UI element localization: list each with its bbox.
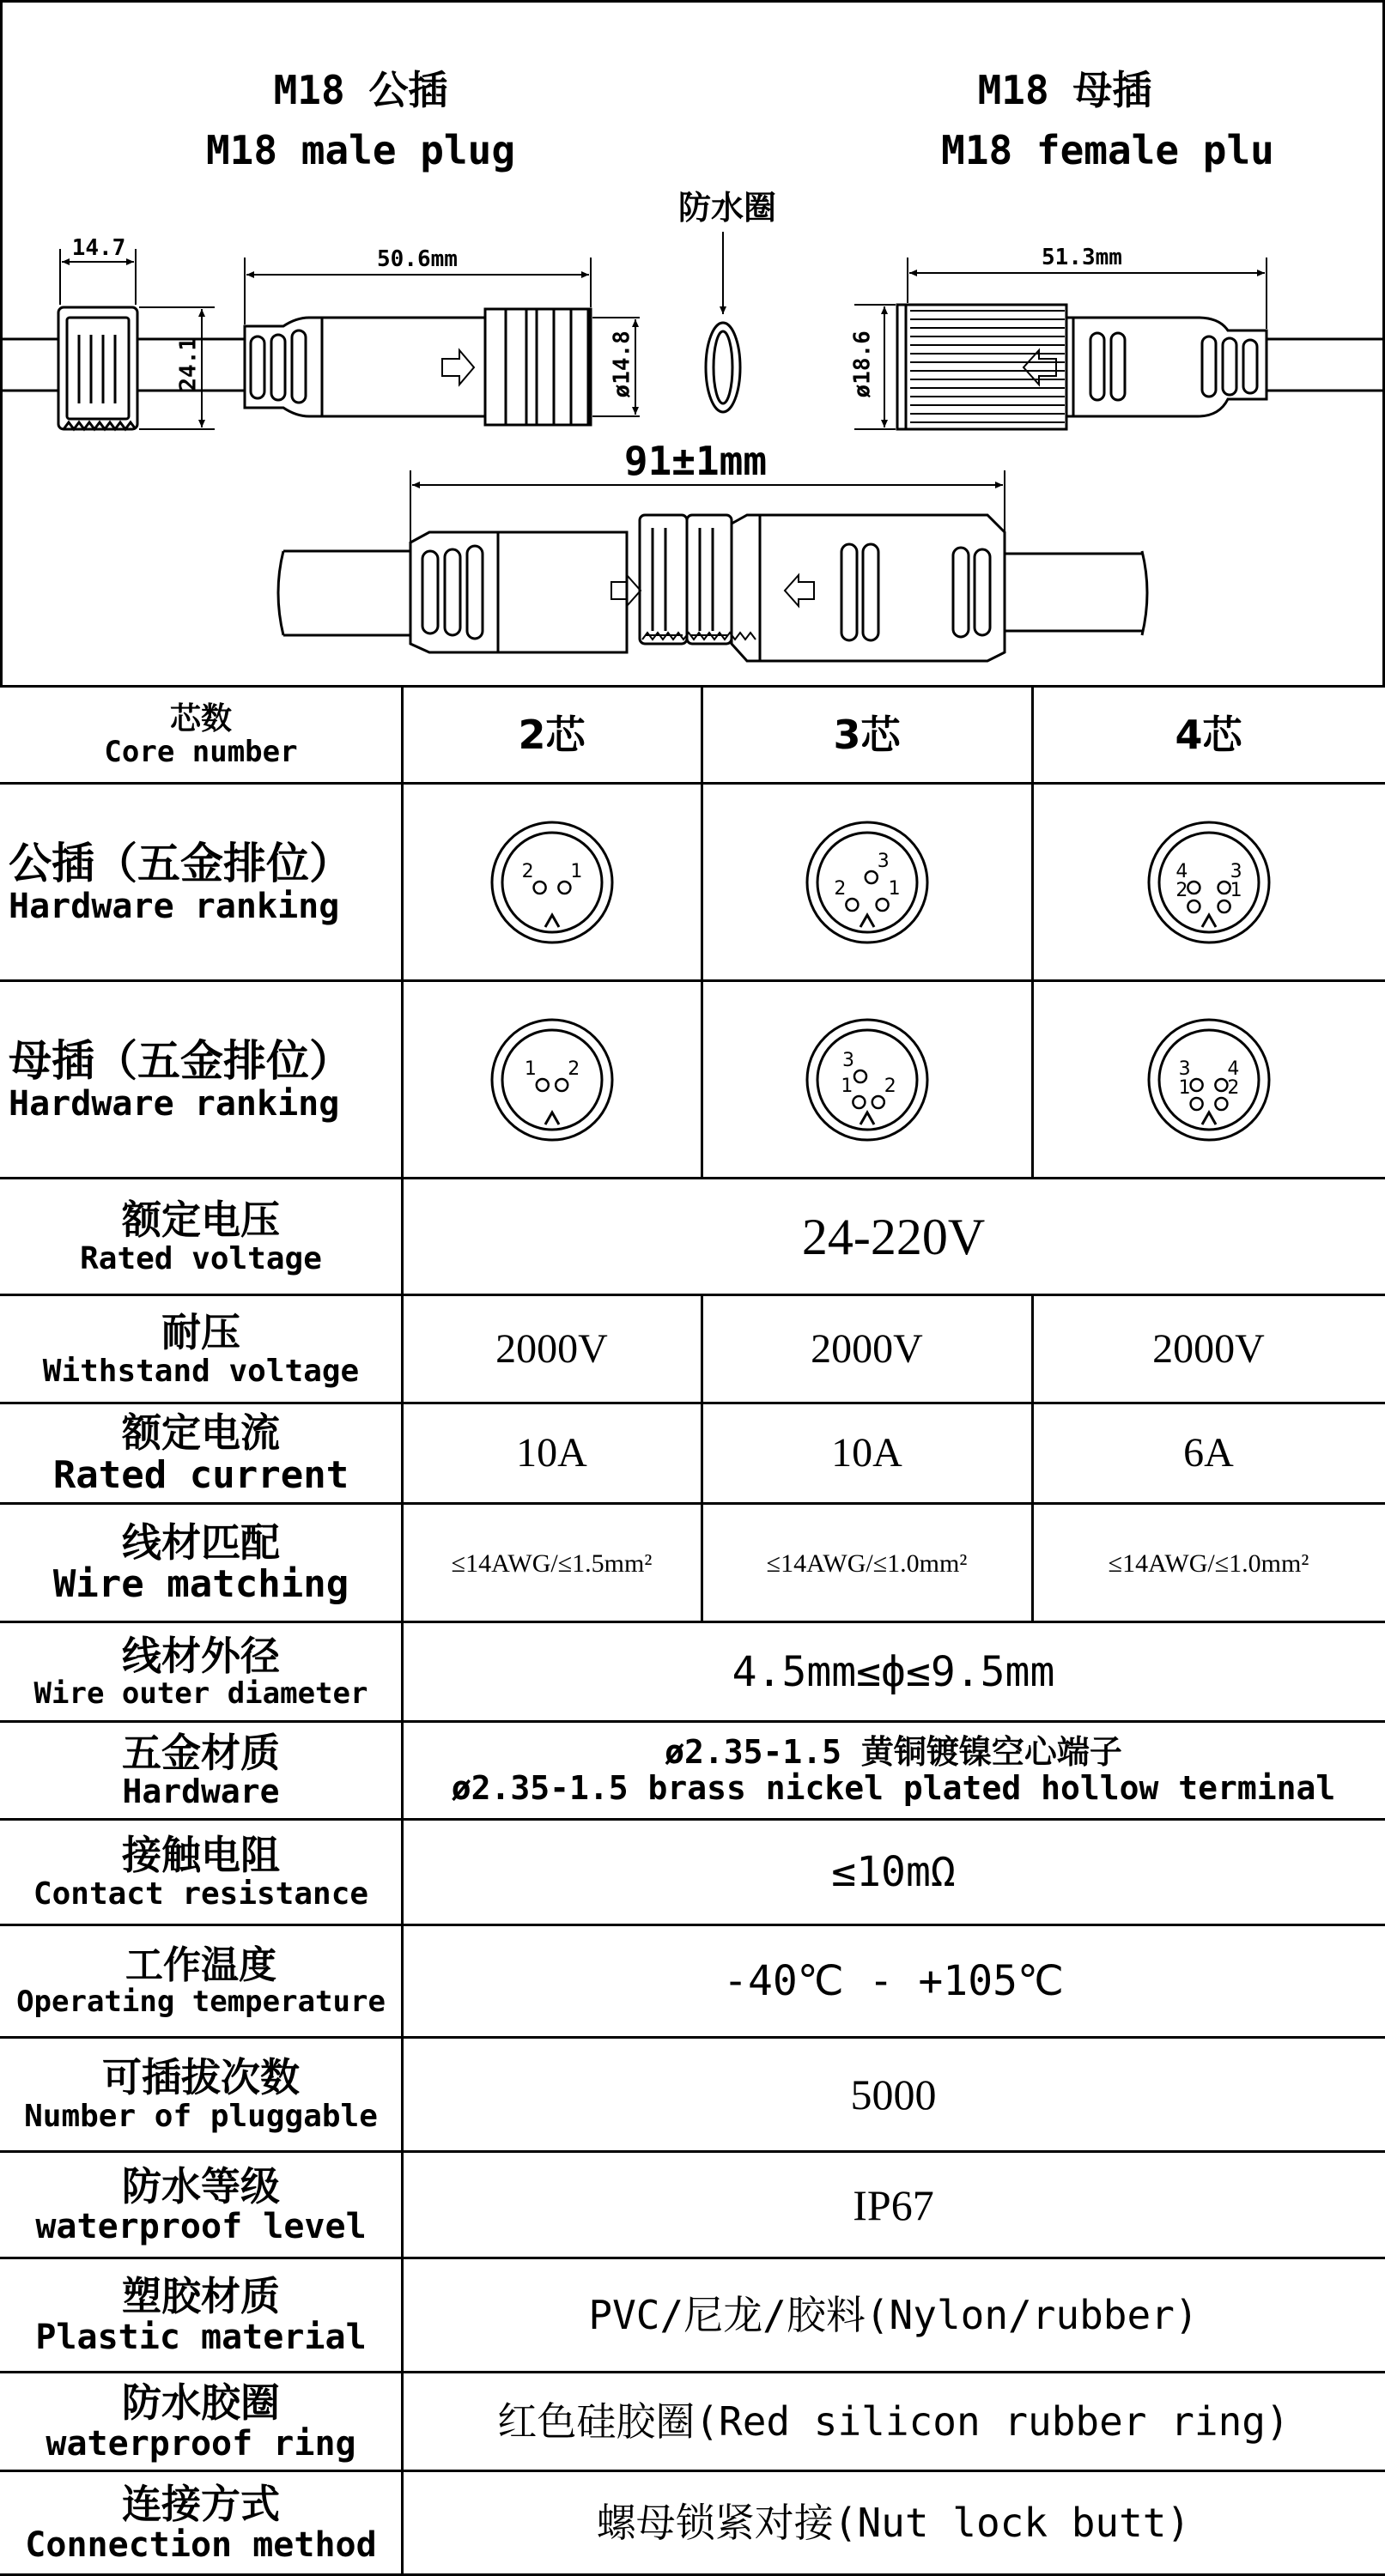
male-title-en: M18 male plug bbox=[205, 127, 516, 173]
table-row-label bbox=[0, 1179, 402, 1295]
row-label-en: Wire outer diameter bbox=[33, 1676, 368, 1711]
row-label-cn: 塑胶材质 bbox=[122, 2273, 280, 2320]
pin-number: 1 bbox=[569, 861, 582, 882]
table-span-value: ≤10mΩ bbox=[831, 1848, 956, 1897]
row-label-cn: 额定电压 bbox=[122, 1196, 280, 1243]
table-cell-value: 2芯 bbox=[518, 712, 586, 759]
table-span-value: 红色硅胶圈(Red silicon rubber ring) bbox=[497, 2398, 1290, 2446]
pin-hole bbox=[853, 1096, 865, 1108]
pin-number: 2 bbox=[884, 1076, 896, 1097]
seal-label: 防水圈 bbox=[678, 189, 777, 227]
pin-layout-diagram bbox=[799, 814, 936, 951]
table-cell-value: 2000V bbox=[811, 1325, 923, 1372]
table-col-line bbox=[701, 784, 703, 981]
table-row-label bbox=[0, 784, 410, 981]
pin-hole bbox=[558, 882, 570, 894]
pin-layout-diagram bbox=[1140, 1011, 1278, 1149]
pin-hole bbox=[1218, 900, 1230, 912]
pin-hole bbox=[1188, 900, 1200, 912]
pin-number: 1 bbox=[1230, 880, 1242, 901]
table-col-line bbox=[1031, 784, 1034, 981]
table-span-value: 螺母锁紧对接(Nut lock butt) bbox=[596, 2500, 1191, 2547]
row-label-cn: 防水胶圈 bbox=[122, 2379, 280, 2427]
row-label-en: Number of pluggable bbox=[24, 2099, 378, 2134]
table-cell-value: 6A bbox=[1183, 1430, 1234, 1476]
row-label-en: waterproof level bbox=[35, 2207, 367, 2247]
table-cell-value: 10A bbox=[516, 1430, 587, 1476]
row-label-en: Hardware bbox=[122, 1773, 280, 1811]
row-label-cn: 线材匹配 bbox=[122, 1518, 280, 1566]
pin-number: 1 bbox=[888, 878, 901, 900]
table-row-label bbox=[0, 2152, 402, 2258]
dim-total-length: 91±1mm bbox=[623, 438, 768, 484]
row-label-en: Operating temperature bbox=[16, 1985, 386, 2019]
pin-number: 4 bbox=[1175, 861, 1188, 882]
pin-number: 2 bbox=[521, 861, 534, 882]
table-col-line bbox=[1031, 981, 1034, 1179]
pin-number: 2 bbox=[567, 1058, 580, 1080]
table-row-label bbox=[0, 687, 402, 784]
row-label-cn: 芯数 bbox=[169, 701, 232, 736]
row-label-en: Rated voltage bbox=[80, 1240, 322, 1276]
table-span-value: 4.5mm≤ф≤9.5mm bbox=[732, 1647, 1055, 1696]
pin-hole bbox=[872, 1096, 884, 1108]
table-row-label bbox=[0, 1504, 402, 1622]
row-label-en: Contact resistance bbox=[33, 1876, 369, 1912]
row-label-en: Connection method bbox=[25, 2524, 377, 2565]
female-title-cn: M18 母插 bbox=[977, 67, 1152, 113]
dim-female-length: 51.3mm bbox=[1042, 245, 1122, 270]
pin-layout-diagram bbox=[483, 814, 621, 951]
table-span-value: PVC/尼龙/胶料(Nylon/rubber) bbox=[588, 2292, 1199, 2339]
pin-hole bbox=[1218, 882, 1230, 894]
female-plug-body bbox=[897, 305, 1066, 429]
row-label-en: Hardware ranking bbox=[9, 886, 340, 926]
table-cell-value: 2000V bbox=[1152, 1325, 1265, 1372]
table-row-label bbox=[0, 2471, 402, 2575]
row-label-cn: 五金材质 bbox=[122, 1729, 280, 1776]
row-label-cn: 公插（五金排位） bbox=[9, 838, 352, 888]
row-label-cn: 工作温度 bbox=[125, 1943, 276, 1987]
dim-nut-height: 24.1 bbox=[175, 336, 202, 391]
pin-layout-diagram bbox=[1140, 814, 1278, 951]
table-row-label bbox=[0, 1403, 402, 1504]
row-label-cn: 防水等级 bbox=[122, 2162, 280, 2209]
table-cell-value: ≤14AWG/≤1.0mm² bbox=[1108, 1549, 1309, 1578]
table-span-value: -40℃ - +105℃ bbox=[723, 1957, 1064, 2006]
pin-hole bbox=[533, 882, 545, 894]
dim-female-diameter: ø18.6 bbox=[849, 330, 876, 398]
pin-layout-diagram bbox=[799, 1011, 936, 1149]
pin-hole bbox=[1188, 882, 1200, 894]
table-cell-value: 2000V bbox=[495, 1325, 608, 1372]
pin-number: 3 bbox=[841, 1050, 854, 1071]
row-label-cn: 连接方式 bbox=[122, 2481, 280, 2528]
pin-number: 4 bbox=[1226, 1058, 1239, 1080]
male-nut bbox=[58, 307, 137, 429]
table-cell-value: ≤14AWG/≤1.5mm² bbox=[451, 1549, 653, 1578]
table-col-line bbox=[701, 981, 703, 1179]
pin-hole bbox=[1215, 1079, 1227, 1091]
row-label-cn: 额定电流 bbox=[122, 1409, 280, 1456]
pin-hole bbox=[865, 871, 877, 883]
table-row-label bbox=[0, 1722, 402, 1820]
hardware-value-en: ø2.35-1.5 brass nickel plated hollow terminal bbox=[451, 1769, 1336, 1807]
table-span-value: 24-220V bbox=[801, 1209, 986, 1265]
row-label-cn: 耐压 bbox=[161, 1308, 240, 1355]
pin-number: 1 bbox=[1178, 1077, 1191, 1099]
pin-number: 2 bbox=[1226, 1077, 1239, 1099]
pin-number: 3 bbox=[1230, 861, 1242, 882]
hardware-value-cn: ø2.35-1.5 黄铜镀镍空心端子 bbox=[665, 1733, 1122, 1772]
pin-hole bbox=[854, 1070, 866, 1082]
row-label-en: Hardware ranking bbox=[9, 1083, 340, 1124]
dim-male-diameter: ø14.8 bbox=[609, 330, 635, 398]
row-label-en: Plastic material bbox=[35, 2317, 367, 2357]
table-row-label bbox=[0, 981, 410, 1179]
pin-hole bbox=[1215, 1098, 1227, 1110]
female-title-en: M18 female plu bbox=[941, 127, 1274, 173]
table-span-value: 5000 bbox=[850, 2070, 937, 2118]
row-label-en: Withstand voltage bbox=[42, 1353, 360, 1389]
pin-hole bbox=[876, 899, 888, 911]
table-row-label bbox=[0, 1925, 402, 2038]
pin-layout-diagram bbox=[483, 1011, 621, 1149]
row-label-cn: 线材外径 bbox=[122, 1633, 280, 1679]
pin-number: 1 bbox=[524, 1058, 537, 1080]
pin-number: 2 bbox=[833, 878, 846, 900]
table-cell-value: ≤14AWG/≤1.0mm² bbox=[766, 1549, 968, 1578]
pin-hole bbox=[556, 1079, 568, 1091]
row-label-en: Rated current bbox=[52, 1452, 349, 1497]
pin-hole bbox=[536, 1079, 548, 1091]
table-span-value: IP67 bbox=[853, 2180, 934, 2229]
row-label-en: Core number bbox=[104, 734, 298, 769]
dim-nut-width: 14.7 bbox=[71, 235, 126, 261]
table-row-label bbox=[0, 1622, 402, 1722]
row-label-en: Wire matching bbox=[52, 1562, 349, 1607]
male-title-cn: M18 公插 bbox=[273, 67, 448, 113]
table-span-value bbox=[402, 1722, 1385, 1820]
pin-hole bbox=[846, 899, 858, 911]
row-label-cn: 母插（五金排位） bbox=[9, 1035, 352, 1086]
table-cell-value: 10A bbox=[831, 1430, 902, 1476]
row-label-cn: 接触电阻 bbox=[122, 1832, 280, 1879]
male-plug-body bbox=[245, 318, 485, 416]
pin-number: 2 bbox=[1175, 880, 1188, 901]
pin-number: 3 bbox=[877, 851, 890, 872]
pin-hole bbox=[1190, 1079, 1202, 1091]
table-row-label bbox=[0, 2258, 402, 2373]
row-label-en: waterproof ring bbox=[46, 2423, 356, 2464]
table-row-label bbox=[0, 1820, 402, 1925]
seal-ring bbox=[706, 323, 740, 412]
table-row-label bbox=[0, 2038, 402, 2152]
row-label-cn: 可插拔次数 bbox=[102, 2054, 300, 2101]
table-row-label bbox=[0, 2373, 402, 2471]
pin-number: 1 bbox=[840, 1076, 853, 1097]
table-cell-value: 4芯 bbox=[1175, 712, 1242, 759]
pin-number: 3 bbox=[1178, 1058, 1191, 1080]
table-cell-value: 3芯 bbox=[833, 712, 901, 759]
pin-hole bbox=[1190, 1098, 1202, 1110]
table-row-label bbox=[0, 1295, 402, 1403]
dim-male-length: 50.6mm bbox=[377, 246, 458, 272]
